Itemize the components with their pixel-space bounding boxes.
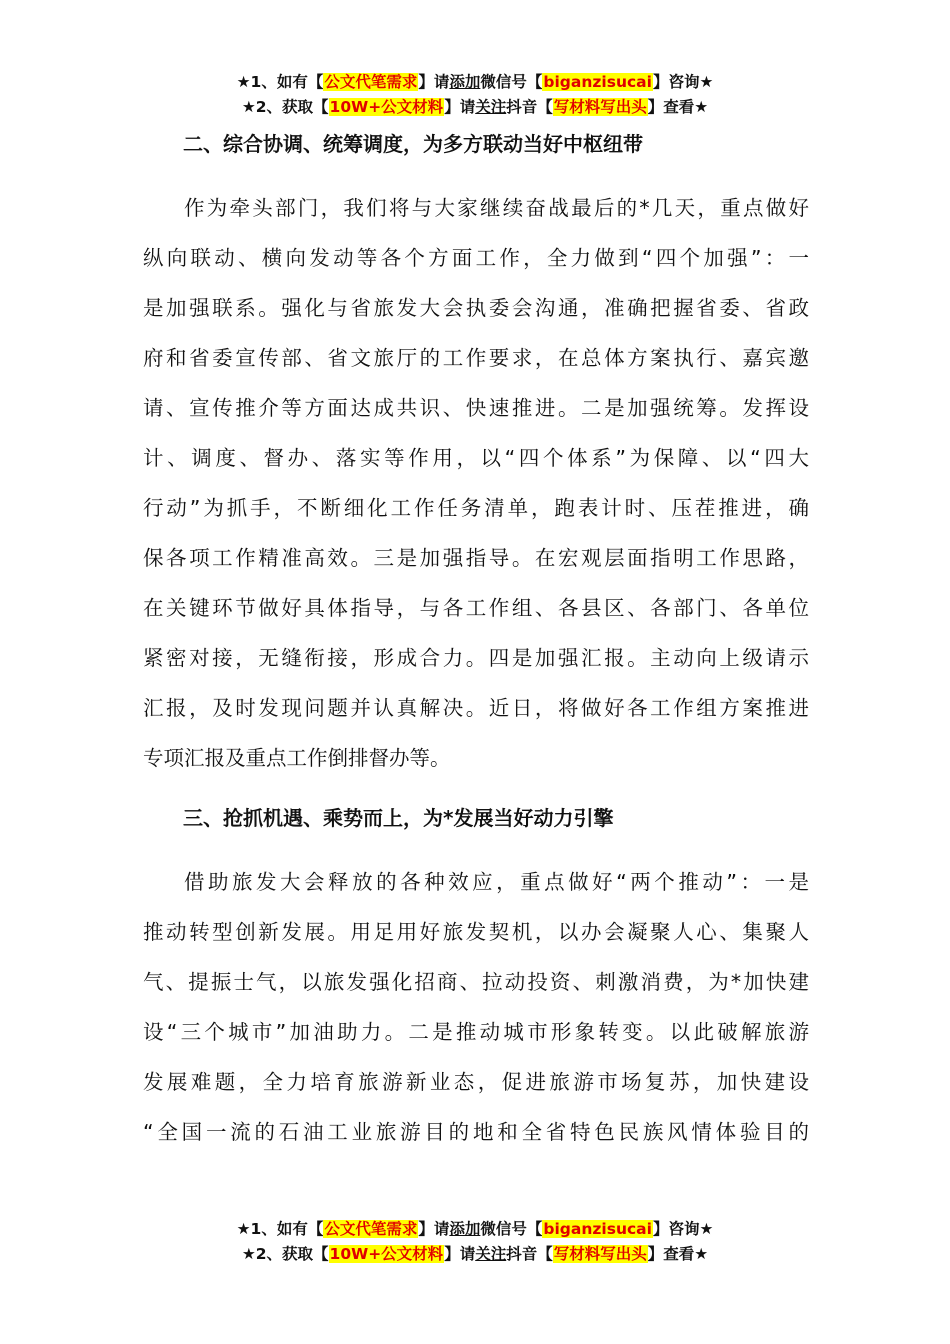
banner-highlight: 写材料写出头: [553, 98, 647, 116]
banner-text: 】请: [418, 1220, 450, 1238]
text-line: 借助旅发大会释放的各种效应，重点做好“两个推动”：一是: [184, 870, 809, 894]
banner-text: 微信号【: [480, 1220, 543, 1238]
banner-highlight: biganzisucai: [543, 1220, 652, 1238]
banner-underlined: 关注: [475, 1245, 507, 1263]
banner-text: ★1、如有【: [236, 1220, 324, 1238]
top-banner: [0, 70, 950, 120]
banner-text: 】咨询★: [652, 1220, 714, 1238]
banner-highlight: 公文代笔需求: [324, 1220, 418, 1238]
banner-text: 】请: [444, 1245, 476, 1263]
banner-line-1: [0, 70, 950, 95]
bottom-banner: [0, 1217, 950, 1267]
banner-line-1: [0, 1217, 950, 1242]
banner-highlight: 10W+公文材料: [329, 1245, 444, 1263]
banner-highlight: 10W+公文材料: [329, 98, 444, 116]
text-line: 保各项工作精准高效。三是加强指导。在宏观层面指明工作思路，: [143, 546, 809, 570]
text-line: 设“三个城市”加油助力。二是推动城市形象转变。以此破解旅游: [143, 1020, 809, 1044]
banner-text: 抖音【: [506, 98, 553, 116]
banner-underlined: 添加: [449, 73, 481, 91]
text-line: 请、宣传推介等方面达成共识、快速推进。二是加强统筹。发挥设: [143, 396, 809, 420]
text-line: 府和省委宣传部、省文旅厅的工作要求，在总体方案执行、嘉宾邀: [143, 346, 809, 370]
banner-highlight: 写材料写出头: [553, 1245, 647, 1263]
text-line: 计、调度、督办、落实等作用，以“四个体系”为保障、以“四大: [143, 446, 809, 470]
text-line: 汇报，及时发现问题并认真解决。近日，将做好各工作组方案推进: [143, 696, 809, 720]
text-line: 专项汇报及重点工作倒排督办等。: [143, 746, 451, 770]
banner-line-2: [0, 1242, 950, 1267]
text-line: “全国一流的石油工业旅游目的地和全省特色民族风情体验目的: [143, 1120, 809, 1144]
text-line: 气、提振士气，以旅发强化招商、拉动投资、刺激消费，为*加快建: [143, 970, 809, 994]
banner-text: 微信号【: [480, 73, 543, 91]
banner-text: ★1、如有【: [236, 73, 324, 91]
banner-text: ★2、获取【: [241, 98, 329, 116]
section-heading-2: 二、综合协调、统筹调度，为多方联动当好中枢纽带: [183, 132, 643, 156]
text-line: 紧密对接，无缝衔接，形成合力。四是加强汇报。主动向上级请示: [143, 646, 809, 670]
banner-underlined: 关注: [475, 98, 507, 116]
paragraph-2: [143, 857, 809, 1157]
banner-line-2: [0, 95, 950, 120]
paragraph-1: [143, 183, 809, 783]
banner-text: 抖音【: [506, 1245, 553, 1263]
text-line: 行动”为抓手，不断细化工作任务清单，跑表计时、压茬推进，确: [143, 496, 809, 520]
banner-underlined: 添加: [449, 1220, 481, 1238]
banner-highlight: 公文代笔需求: [324, 73, 418, 91]
banner-text: 】查看★: [647, 98, 709, 116]
text-line: 在关键环节做好具体指导，与各工作组、各县区、各部门、各单位: [143, 596, 809, 620]
text-line: 作为牵头部门，我们将与大家继续奋战最后的*几天，重点做好: [184, 196, 809, 220]
banner-highlight: biganzisucai: [543, 73, 652, 91]
banner-text: 】请: [444, 98, 476, 116]
text-line: 推动转型创新发展。用足用好旅发契机，以办会凝聚人心、集聚人: [143, 920, 809, 944]
text-line: 发展难题，全力培育旅游新业态，促进旅游市场复苏，加快建设: [143, 1070, 809, 1094]
text-line: 纵向联动、横向发动等各个方面工作，全力做到“四个加强”：一: [143, 246, 809, 270]
banner-text: 】咨询★: [652, 73, 714, 91]
banner-text: ★2、获取【: [241, 1245, 329, 1263]
banner-text: 】请: [418, 73, 450, 91]
banner-text: 】查看★: [647, 1245, 709, 1263]
section-heading-3: 三、抢抓机遇、乘势而上，为*发展当好动力引擎: [183, 806, 614, 830]
text-line: 是加强联系。强化与省旅发大会执委会沟通，准确把握省委、省政: [143, 296, 809, 320]
